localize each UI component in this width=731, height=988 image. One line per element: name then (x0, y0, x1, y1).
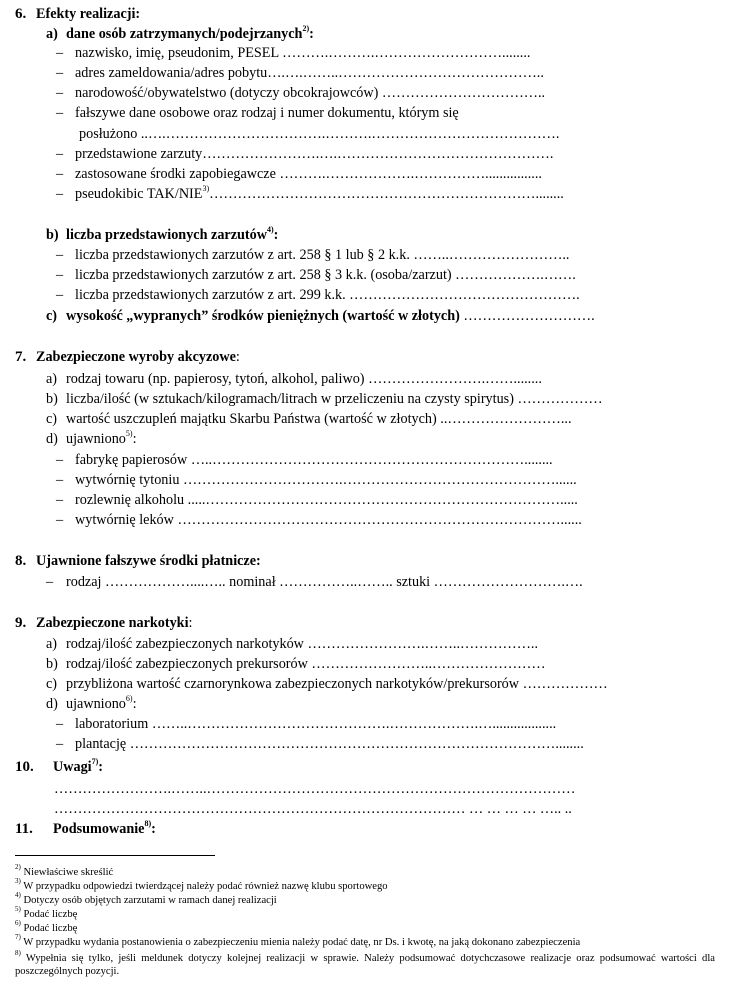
field-text: wytwórnię tytoniu …………………………….………………………………………...... (75, 472, 577, 488)
field-text: …………………….……..…………………………………………………………………… (54, 781, 576, 797)
form-line[interactable] (0, 83, 731, 103)
item-label: c) (46, 411, 58, 427)
section-number: 11. (15, 821, 33, 837)
section-10-heading (0, 757, 731, 777)
field-text: liczba przedstawionych zarzutów z art. 299 k.k. …………………………………………. (75, 287, 580, 303)
field-text: wysokość „wypranych” środków pieniężnych (wartość w złotych) ………………………. (66, 308, 595, 324)
section-title: Ujawnione fałszywe środki płatnicze: (36, 553, 261, 569)
field-text: …………………………………………………………………………… … … … … ….. .. (54, 801, 572, 817)
remarks-line[interactable] (0, 799, 731, 819)
section-11-heading (0, 819, 731, 839)
form-line (0, 694, 731, 714)
form-line[interactable] (0, 245, 731, 265)
field-text: narodowość/obywatelstwo (dotyczy obcokrajowców) …………………………….. (75, 85, 546, 101)
item-label: b) (46, 656, 58, 672)
section-number: 10. (15, 759, 34, 775)
field-text: liczba/ilość (w sztukach/kilogramach/litrach w przeliczeniu na czysty spirytus) ……………… (66, 391, 603, 407)
subsection-title: liczba przedstawionych zarzutów$^{4)}$: (66, 225, 279, 243)
dash-bullet: – (56, 716, 64, 732)
form-line[interactable] (0, 144, 731, 164)
field-text: liczba przedstawionych zarzutów z art. 258 § 3 k.k. (osoba/zarzut) ……………….……. (75, 267, 576, 283)
footnote-ref: 7) (91, 757, 99, 767)
form-line[interactable] (0, 184, 731, 204)
item-label: b) (46, 391, 58, 407)
field-text: laboratorium ……..…………………………………….……………….….................. (75, 716, 557, 732)
dash-bullet: – (56, 166, 64, 182)
field-text: zastosowane środki zapobiegawcze ……….……………….……………................ (75, 166, 542, 182)
footnote-ref: 3) (202, 184, 210, 194)
section-7-heading (0, 347, 731, 367)
dash-bullet: – (56, 472, 64, 488)
footnote: $^{4)}$ Dotyczy osób objętych zarzutami w ramach danej realizacji (15, 891, 277, 906)
form-line[interactable] (0, 634, 731, 654)
dash-bullet: – (56, 65, 64, 81)
field-text: fałszywe dane osobowe oraz rodzaj i numer dokumentu, którym się (75, 105, 459, 121)
field-text: plantację ………………………………………………………………………………........ (75, 736, 584, 752)
form-line[interactable] (0, 470, 731, 490)
form-line (0, 429, 731, 449)
dash-bullet: – (56, 85, 64, 101)
section-number: 9. (15, 615, 27, 631)
dash-bullet: – (46, 574, 54, 590)
subsection-6c-line[interactable] (0, 306, 731, 326)
field-text: rodzaj towaru (np. papierosy, tytoń, alkohol, paliwo) …………………….……........ (66, 371, 542, 387)
subsection-label: a) (46, 26, 58, 42)
field-text: adres zameldowania/adres pobytu….….……..…………………………………….. (75, 65, 544, 81)
form-line[interactable] (0, 510, 731, 530)
form-line[interactable] (0, 369, 731, 389)
field-text: rodzaj ………………....….. nominał ……………..…….. sztuki ……………………….…. (66, 574, 583, 590)
section-number: 7. (15, 349, 27, 365)
form-line[interactable] (0, 734, 731, 754)
form-line[interactable] (0, 654, 731, 674)
dash-bullet: – (56, 105, 64, 121)
field-text: ujawniono$^{5)}$: (66, 429, 137, 447)
subsection-label: b) (46, 227, 59, 243)
item-label: d) (46, 431, 58, 447)
form-line[interactable] (0, 389, 731, 409)
form-line[interactable] (0, 285, 731, 305)
form-line (0, 103, 731, 123)
footnote: $^{2)}$ Niewłaściwe skreślić (15, 863, 114, 878)
form-line[interactable] (0, 674, 731, 694)
subsection-title: dane osób zatrzymanych/podejrzanych$^{2)}$: (66, 24, 314, 42)
field-text: pseudokibic TAK/NIE$^{3)}$……………………………………………………………........ (75, 184, 564, 202)
footnote-ref: 2) (302, 24, 310, 34)
footnote: $^{7)}$ W przypadku wydania postanowienia o zabezpieczeniu mienia należy podać datę, nr Ds. i kwotę, na jaką dokonano zabezpieczenia (15, 933, 581, 948)
subsection-label: c) (46, 308, 58, 324)
section-8-heading (0, 551, 731, 571)
footnote-ref: 4) (266, 225, 274, 235)
field-text: rodzaj/ilość zabezpieczonych narkotyków …………………….……..…………….. (66, 636, 539, 652)
dash-bullet: – (56, 512, 64, 528)
form-line[interactable] (0, 124, 731, 144)
dash-bullet: – (56, 146, 64, 162)
form-line[interactable] (0, 164, 731, 184)
section-title: Uwagi$^{7)}$: (53, 757, 104, 775)
field-text: liczba przedstawionych zarzutów z art. 258 § 1 lub § 2 k.k. ……..…………………….. (75, 247, 570, 263)
item-label: a) (46, 371, 58, 387)
footnote: $^{3)}$ W przypadku odpowiedzi twierdzącej należy podać również nazwę klubu sportowego (15, 877, 388, 892)
item-label: d) (46, 696, 58, 712)
section-title: Zabezpieczone narkotyki: (36, 615, 193, 631)
field-text: ujawniono$^{6)}$: (66, 694, 137, 712)
field-text: nazwisko, imię, pseudonim, PESEL ……….……….………………………........ (75, 45, 531, 61)
dash-bullet: – (56, 267, 64, 283)
field-text: posłużono ..….…………………………….……….…………………………………. (79, 126, 560, 142)
form-line[interactable] (0, 265, 731, 285)
section-number: 8. (15, 553, 27, 569)
footnote: $^{5)}$ Podać liczbę (15, 905, 78, 920)
form-line[interactable] (0, 43, 731, 63)
section-title: Efekty realizacji: (36, 6, 141, 22)
section-6-heading (0, 4, 731, 24)
field-text: fabrykę papierosów …..…………………………………………………………........ (75, 452, 553, 468)
remarks-line[interactable] (0, 779, 731, 799)
dash-bullet: – (56, 492, 64, 508)
footnote-ref: 8) (144, 819, 152, 829)
subsection-6a-heading (0, 24, 731, 44)
field-text: przybliżona wartość czarnorynkowa zabezpieczonych narkotyków/prekursorów ……………… (66, 676, 608, 692)
section-title: Zabezpieczone wyroby akcyzowe: (36, 349, 240, 365)
section-9-heading (0, 613, 731, 633)
dash-bullet: – (56, 736, 64, 752)
dash-bullet: – (56, 452, 64, 468)
footnote-ref: 6) (125, 694, 133, 704)
section-number: 6. (15, 6, 27, 22)
form-line[interactable] (0, 63, 731, 83)
form-line[interactable] (0, 714, 731, 734)
form-line[interactable] (0, 490, 731, 510)
dash-bullet: – (56, 287, 64, 303)
subsection-6b-heading (0, 225, 731, 245)
dash-bullet: – (56, 247, 64, 263)
dash-bullet: – (56, 186, 64, 202)
section-title: Podsumowanie$^{8)}$: (53, 819, 156, 837)
field-text: rodzaj/ilość zabezpieczonych prekursorów ……………………..…………………… (66, 656, 546, 672)
field-text: rozlewnię alkoholu .....…………………………………………………………………..... (75, 492, 578, 508)
footnote-ref: 5) (125, 429, 133, 439)
footnote-separator (15, 855, 215, 856)
form-line[interactable] (0, 572, 731, 592)
form-line[interactable] (0, 450, 731, 470)
field-text: przedstawione zarzuty…………………….….………………………………………. (75, 146, 554, 162)
field-text: wytwórnię leków ………………………………………………………………………...... (75, 512, 582, 528)
item-label: a) (46, 636, 58, 652)
dash-bullet: – (56, 45, 64, 61)
field-text: wartość uszczupleń majątku Skarbu Państwa (wartość w złotych) ..……………………... (66, 411, 572, 427)
footnote: $^{8)}$ Wypełnia się tylko, jeśli meldunek dotyczy kolejnej realizacji w sprawie. Należy podsumować dotychczasowe realizacje oraz podsumować wartości dla poszczególnych pozycji. (15, 949, 715, 978)
item-label: c) (46, 676, 58, 692)
footnote: $^{6)}$ Podać liczbę (15, 919, 78, 934)
form-line[interactable] (0, 409, 731, 429)
